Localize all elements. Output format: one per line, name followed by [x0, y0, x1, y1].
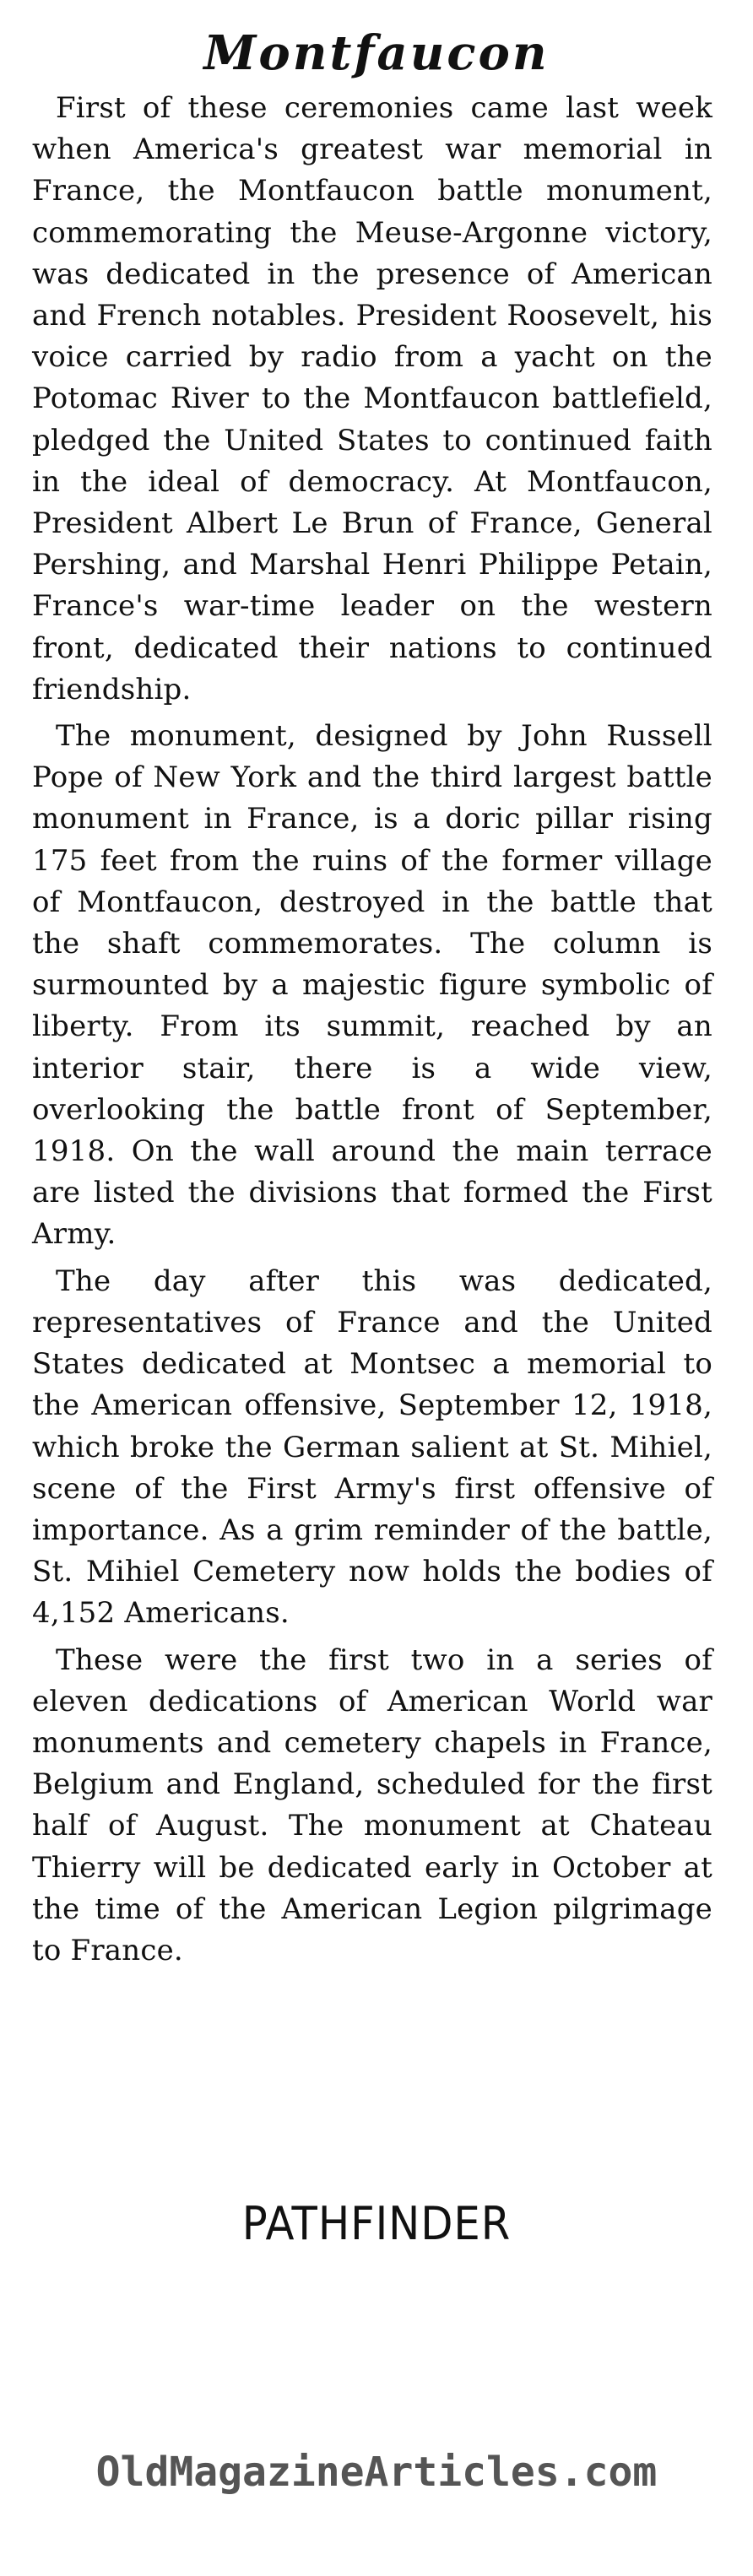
paragraph: First of these ceremonies came last week when America's greatest war memorial in France, the Montfaucon battle monument, commemorating the Meuse-Argonne victory, was dedicated in the presence of American and French notables. President Roosevelt, his voice carried by radio from a yacht on the Potomac River to the Montfaucon battlefield, pledged the United States to continued faith in the ideal of democracy. At Montfaucon, President Albert Le Brun of France, General Pershing, and Marshal Henri Philippe Petain, France's war-time leader on the western front, dedicated their nations to continued friendship. [32, 91, 712, 706]
publication-name: PATHFINDER [241, 2197, 512, 2250]
paragraph: The day after this was dedicated, representatives of France and the United States dedicated at Montsec a memorial to the American offensive, September 12, 1918, which broke the German salient at St. Mihiel, scene of the First Army's first offensive of importance. As a grim reminder of the battle, St. Mihiel Cemetery now holds the bodies of 4,152 Americans. [32, 1264, 712, 1631]
site-credit: OldMagazineArticles.com [95, 2449, 658, 2496]
paragraph: The monument, designed by John Russell Pope of New York and the third largest battle monument in France, is a doric pillar rising 175 feet from the ruins of the former village of Montfaucon, destroyed in the battle that the shaft commemorates. The column is surmounted by a majestic figure symbolic of liberty. From its summit, reached by an interior stair, there is a wide view, overlooking the battle front of September, 1918. On the wall around the main terrace are listed the divisions that formed the First Army. [32, 719, 712, 1252]
article-title: Montfaucon [203, 25, 550, 81]
article-body [32, 88, 712, 1977]
paragraph: These were the first two in a series of eleven dedications of American World war monuments and cemetery chapels in France, Belgium and England, scheduled for the first half of August. The monument at Chateau Thierry will be dedicated early in October at the time of the American Legion pilgrimage to France. [32, 1642, 712, 1967]
